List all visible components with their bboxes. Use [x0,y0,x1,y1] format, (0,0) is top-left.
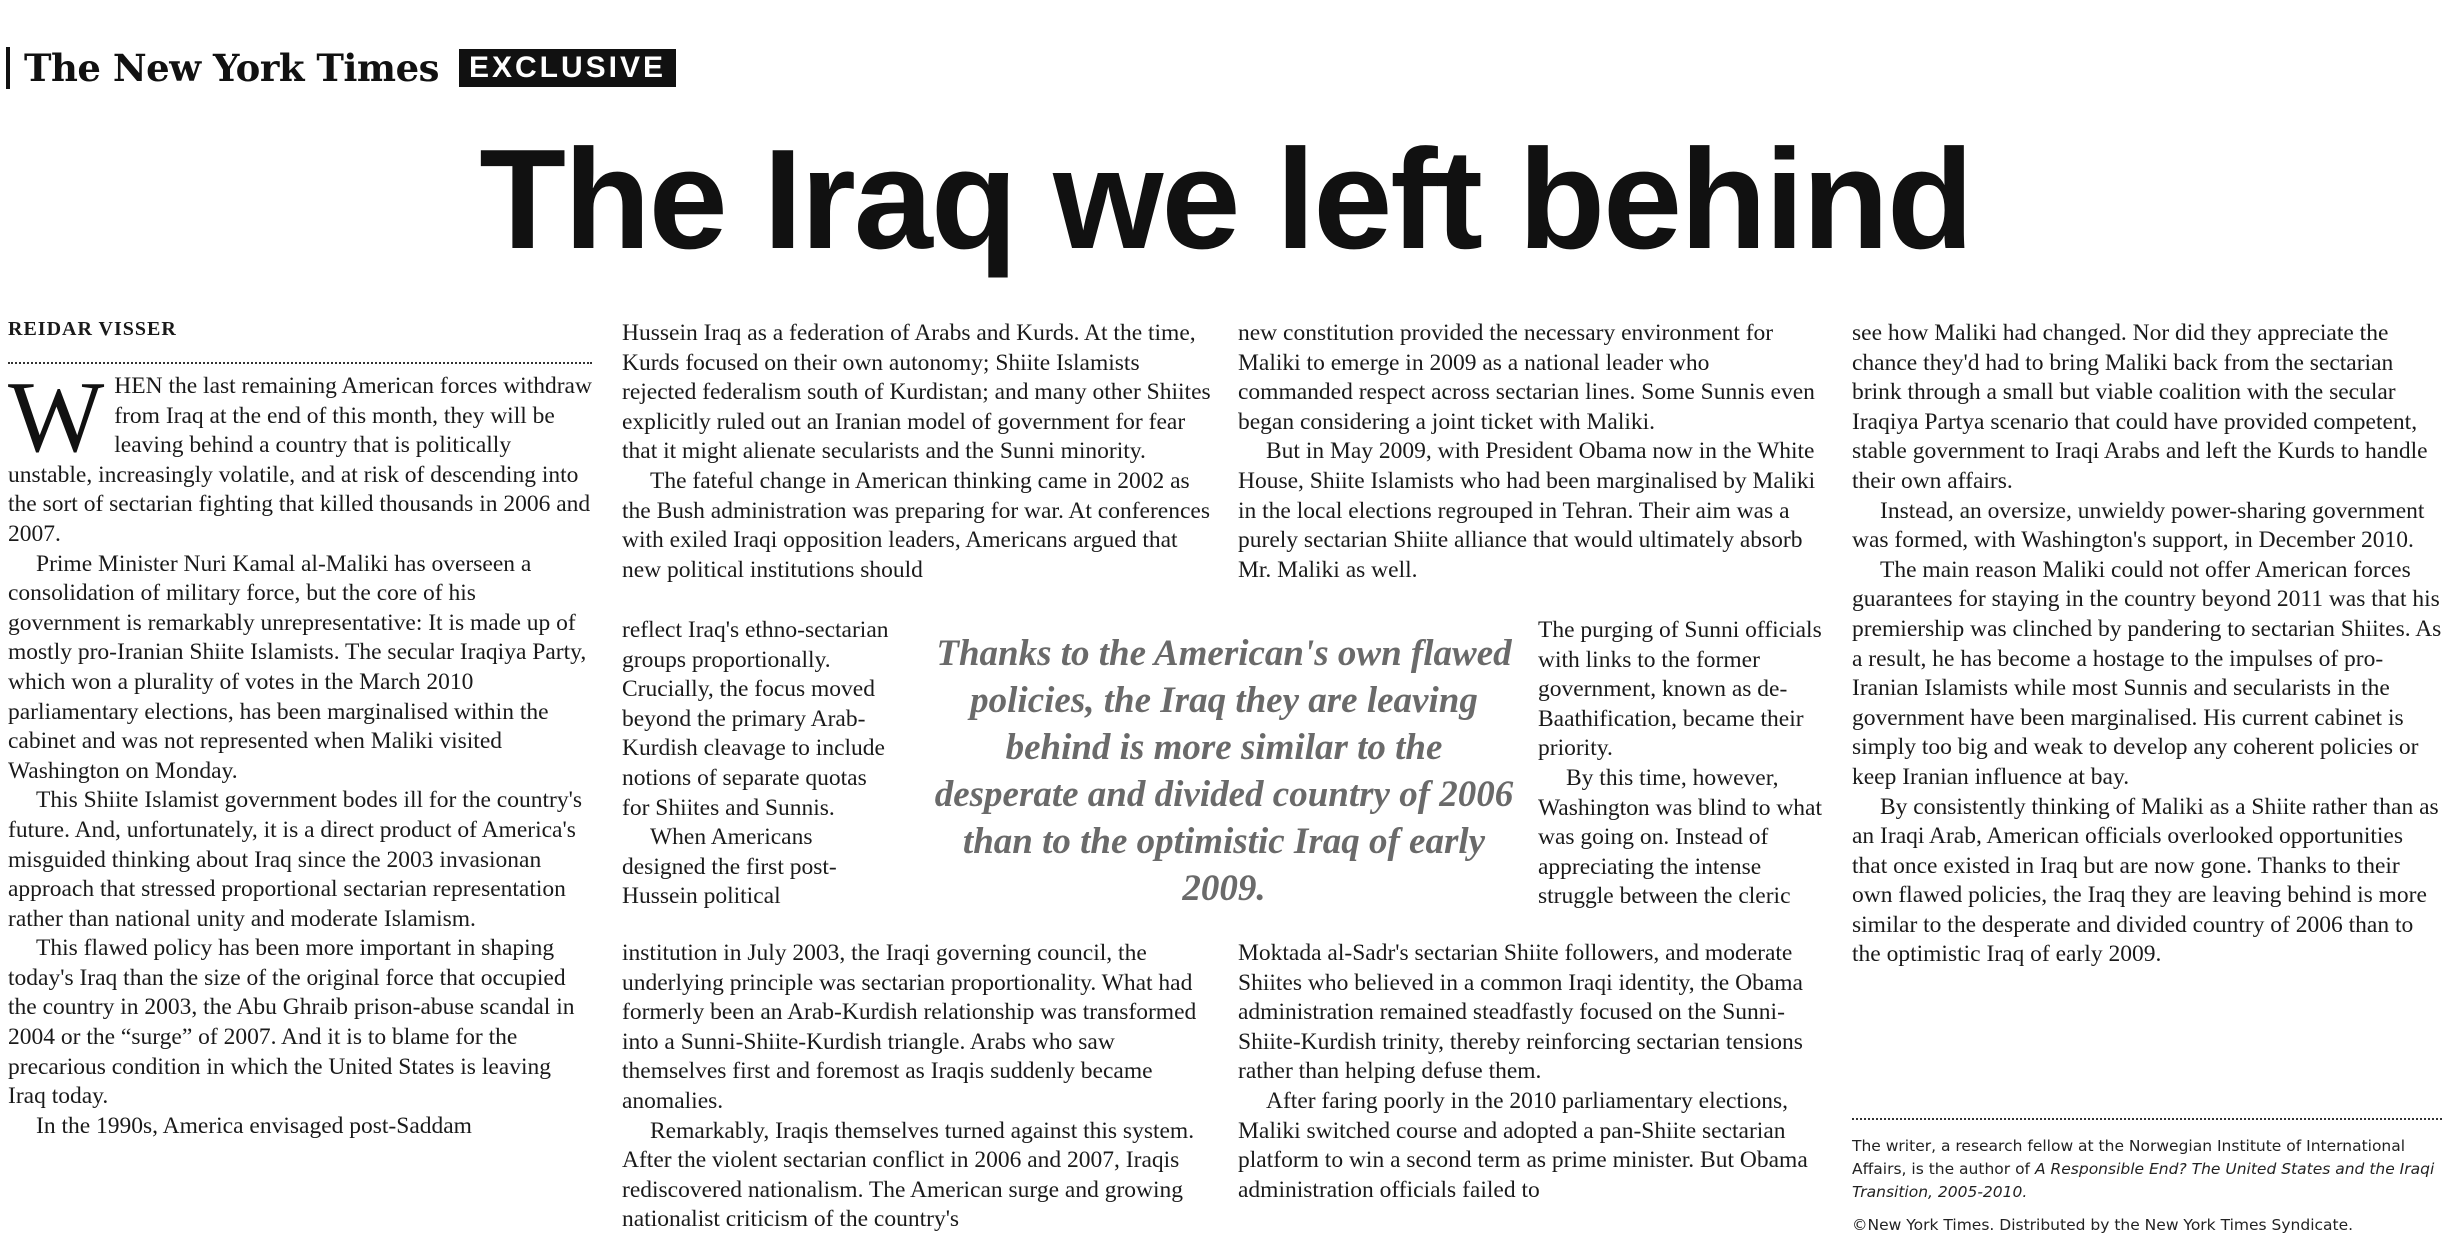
paragraph: The fateful change in American thinking came in 2002 as the Bush administration was preparing for war. At conferences with exiled Iraqi opposition leaders, Americans argued that new political institutions should [622,467,1210,583]
newspaper-name: The New York Times [24,46,439,90]
paragraph: This flawed policy has been more important in shaping today's Iraq than the size of the original force that occupied the country in 2003, the Abu Ghraib prison-abuse scandal in 2004 or the “surge” of 2007. And it is to blame for the precarious condition in which the United States is leaving Iraq today. [8,935,575,1110]
author-bio: The writer, a research fellow at the Norwegian Institute of International Affairs, is the author of A Responsible End? The United States and the Iraqi Transition, 2005-2010. [1852,1137,2435,1201]
paragraph: Moktada al-Sadr's sectarian Shiite followers, and moderate Shiites who believed in a common Iraqi identity, the Obama administration remained steadfastly focused on the Sunni-Shiite-Kurdish trinity, thereby reinforcing sectarian tensions rather than helping defuse them. [1238,940,1803,1085]
exclusive-badge: EXCLUSIVE [459,49,676,87]
paragraph: This Shiite Islamist government bodes ill for the country's future. And, unfortunately, it is a direct product of America's misguided thinking about Iraq since the 2003 invasionan approach that stressed proportional sectarian representation rather than national unity and moderate Islamism. [8,787,582,932]
book-title: A Responsible End? The United States and the Iraqi Transition, 2005-2010. [1852,1160,2435,1201]
paragraph: After faring poorly in the 2010 parliamentary elections, Maliki switched course and adopted a pan-Shiite sectarian platform to win a second term as prime minister. But Obama administration officials failed to [1238,1087,1808,1203]
article-column-3-top [1238,319,1828,585]
author-footnote [1852,1135,2442,1237]
paragraph: By consistently thinking of Maliki as a Shiite rather than as an Iraqi Arab, American officials overlooked opportunities that once existed in Iraq but are now gone. Thanks to their own flawed policies, the Iraq they are leaving behind is more similar to the desperate and divided country of 2006 than to the optimistic Iraq of early 2009. [1852,793,2439,968]
article-column-1 [8,361,592,1141]
paragraph: see how Maliki had changed. Nor did they appreciate the chance they'd had to bring Maliki back from the sectarian brink through a small but viable coalition with the secular Iraqiya Partya scenario that could have provided competent, stable government to Iraqi Arabs and left the Kurds to handle their own affairs. [1852,320,2428,494]
masthead [6,46,676,90]
paragraph: WHEN the last remaining American forces withdraw from Iraq at the end of this month, they will be leaving behind a country that is politically unstable, increasingly volatile, and at risk of descending into the sort of sectarian fighting that killed thousands in 2006 and 2007. [8,361,592,547]
paragraph: But in May 2009, with President Obama now in the White House, Shiite Islamists who had been marginalised by Maliki in the local elections regrouped in Tehran. Their aim was a purely sectarian Shiite alliance that would ultimately absorb Mr. Maliki as well. [1238,438,1816,583]
paragraph: Instead, an oversize, unwieldy power-sharing government was formed, with Washington's support, in December 2010. [1852,497,2425,554]
article-column-2-bottom [622,939,1212,1235]
article-column-4 [1852,319,2442,970]
footnote-divider [1852,1118,2442,1120]
paragraph: The main reason Maliki could not offer American forces guarantees for staying in the country beyond 2011 was that his premiership was clinched by pandering to sectarian Shiites. As a result, he has become a hostage to the impulses of pro-Iranian Islamists while most Sunnis and secularists in the government have been marginalised. His current cabinet is simply too big and weak to develop any coherent policies or keep Iranian influence at bay. [1852,556,2442,790]
paragraph: institution in July 2003, the Iraqi governing council, the underlying principle was sectarian proportionality. What had formerly been an Arab-Kurdish relationship was transformed into a Sunni-Shiite-Kurdish triangle. Arabs who saw themselves first and foremost as Iraqis suddenly became anomalies. [622,940,1197,1114]
article-column-3-wrap [1538,616,1828,912]
paragraph: Remarkably, Iraqis themselves turned against this system. After the violent sectarian conflict in 2006 and 2007, Iraqis rediscovered nationalism. The American surge and growing nationalist criticism of the country's [622,1117,1195,1233]
pull-quote: Thanks to the American's own flawed policies, the Iraq they are leaving behind is more similar to the desperate and divided country of 2006 than to the optimistic Iraq of early 2009. [934,633,1514,909]
paragraph: reflect Iraq's ethno-sectarian groups proportionally. Crucially, the focus moved beyond the primary Arab-Kurdish cleavage to include notions of separate quotas for Shiites and Sunnis. [622,617,889,821]
paragraph: In the 1990s, America envisaged post-Saddam [36,1112,472,1139]
paragraph: The purging of Sunni officials with links to the former government, known as de-Baathification, became their priority. [1538,617,1822,762]
paragraph: When Americans designed the first post-Hussein political [622,824,837,910]
byline: REIDAR VISSER [8,318,177,340]
paragraph: Hussein Iraq as a federation of Arabs and Kurds. At the time, Kurds focused on their own autonomy; Shiite Islamists rejected federalism south of Kurdistan; and many other Shiites explicitly ruled out an Iranian model of government for fear that it might alienate secularists and the Sunni minority. [622,320,1211,465]
article-column-2-wrap [622,616,894,912]
paragraph: By this time, however, Washington was blind to what was going on. Instead of appreciating the intense struggle between the cleric [1538,764,1822,910]
masthead-rule [6,47,10,89]
headline: The Iraq we left behind [479,120,1972,279]
article-column-2-top [622,319,1212,585]
drop-cap: W [8,361,105,474]
copyright-line: ©New York Times. Distributed by the New York Times Syndicate. [1852,1216,2354,1234]
paragraph: Prime Minister Nuri Kamal al-Maliki has overseen a consolidation of military force, but the core of his government is remarkably unrepresentative: It is made up of mostly pro-Iranian Shiite Islamists. The secular Iraqiya Party, which won a plurality of votes in the March 2010 parliamentary elections, has been marginalised within the cabinet and was not represented when Maliki visited Washington on Monday. [8,550,587,784]
paragraph: new constitution provided the necessary environment for Maliki to emerge in 2009 as a national leader who commanded respect across sectarian lines. Some Sunnis even began considering a joint ticket with Maliki. [1238,320,1815,435]
article-column-3-bottom [1238,939,1828,1205]
